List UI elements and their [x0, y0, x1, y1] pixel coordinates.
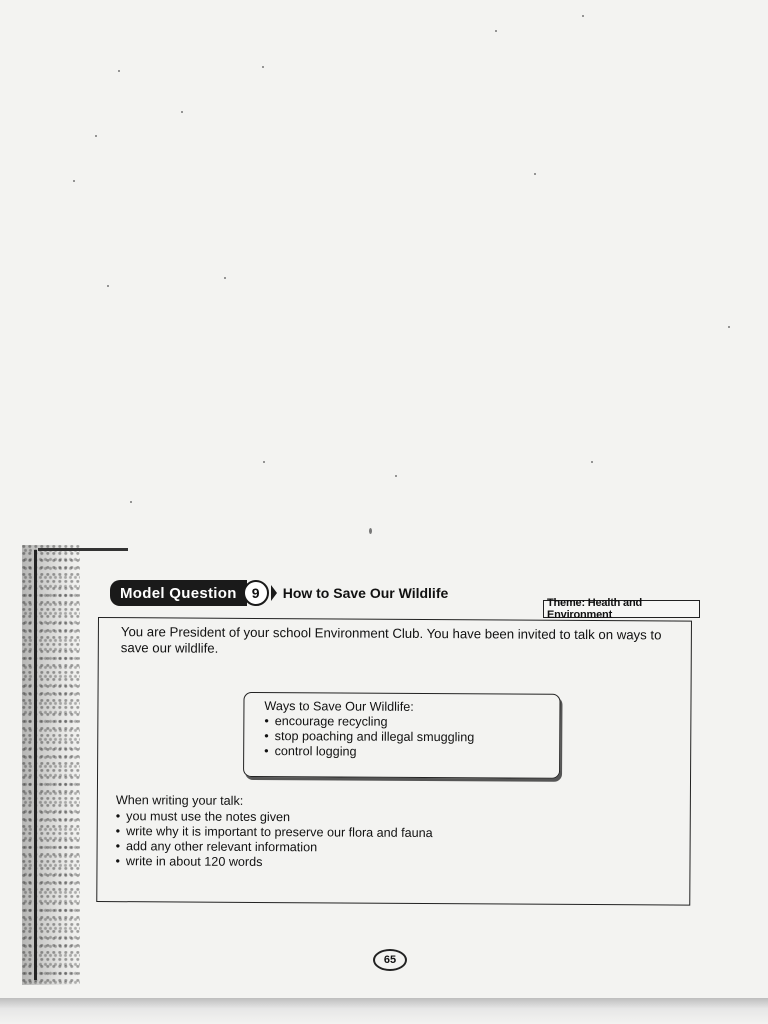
list-item: • add any other relevant information: [116, 839, 576, 857]
notes-list: [264, 714, 559, 761]
question-title: How to Save Our Wildlife: [282, 585, 449, 601]
list-item: • write why it is important to preserve our flora and fauna: [116, 824, 576, 842]
theme-label: Theme: Health and Environment: [543, 600, 700, 618]
page-number: 65: [373, 949, 407, 971]
list-item: • stop poaching and illegal smuggling: [264, 729, 559, 746]
scan-speck: [582, 15, 584, 17]
scan-speck: [534, 173, 536, 175]
top-rule: [38, 548, 128, 551]
scan-speck: [107, 285, 109, 287]
question-box: [96, 617, 692, 906]
list-item: • encourage recycling: [264, 714, 559, 731]
scan-speck: [728, 326, 730, 328]
notes-box: [243, 692, 561, 779]
scan-speck: [73, 180, 75, 182]
scan-speck: [395, 475, 397, 477]
binding-rule: [34, 550, 37, 980]
list-item: • write in about 120 words: [115, 854, 575, 872]
scan-speck: [495, 30, 497, 32]
scan-speck: [591, 461, 593, 463]
question-number: 9: [243, 580, 269, 606]
notes-heading: Ways to Save Our Wildlife:: [264, 699, 414, 714]
scan-speck: [369, 528, 372, 534]
scan-speck: [181, 111, 183, 113]
scan-speck: [263, 461, 265, 463]
scan-speck: [224, 277, 226, 279]
scan-speck: [118, 70, 120, 72]
model-question-label: Model Question: [110, 580, 247, 606]
scan-speck: [95, 135, 97, 137]
chevron-right-icon: [271, 585, 277, 601]
instructions: [115, 793, 575, 872]
list-item: • you must use the notes given: [116, 809, 576, 827]
instructions-list: [115, 809, 575, 872]
scan-speck: [262, 66, 264, 68]
scan-speck: [130, 501, 132, 503]
instructions-heading: When writing your talk:: [115, 793, 244, 808]
page-bottom-edge: [0, 998, 768, 1024]
question-prompt: You are President of your school Environment Club. You have been invited to talk on ways to save our wildlife.: [120, 624, 662, 656]
model-question-header: [110, 580, 448, 606]
list-item: • control logging: [264, 744, 559, 761]
binding-shadow: [22, 545, 80, 985]
